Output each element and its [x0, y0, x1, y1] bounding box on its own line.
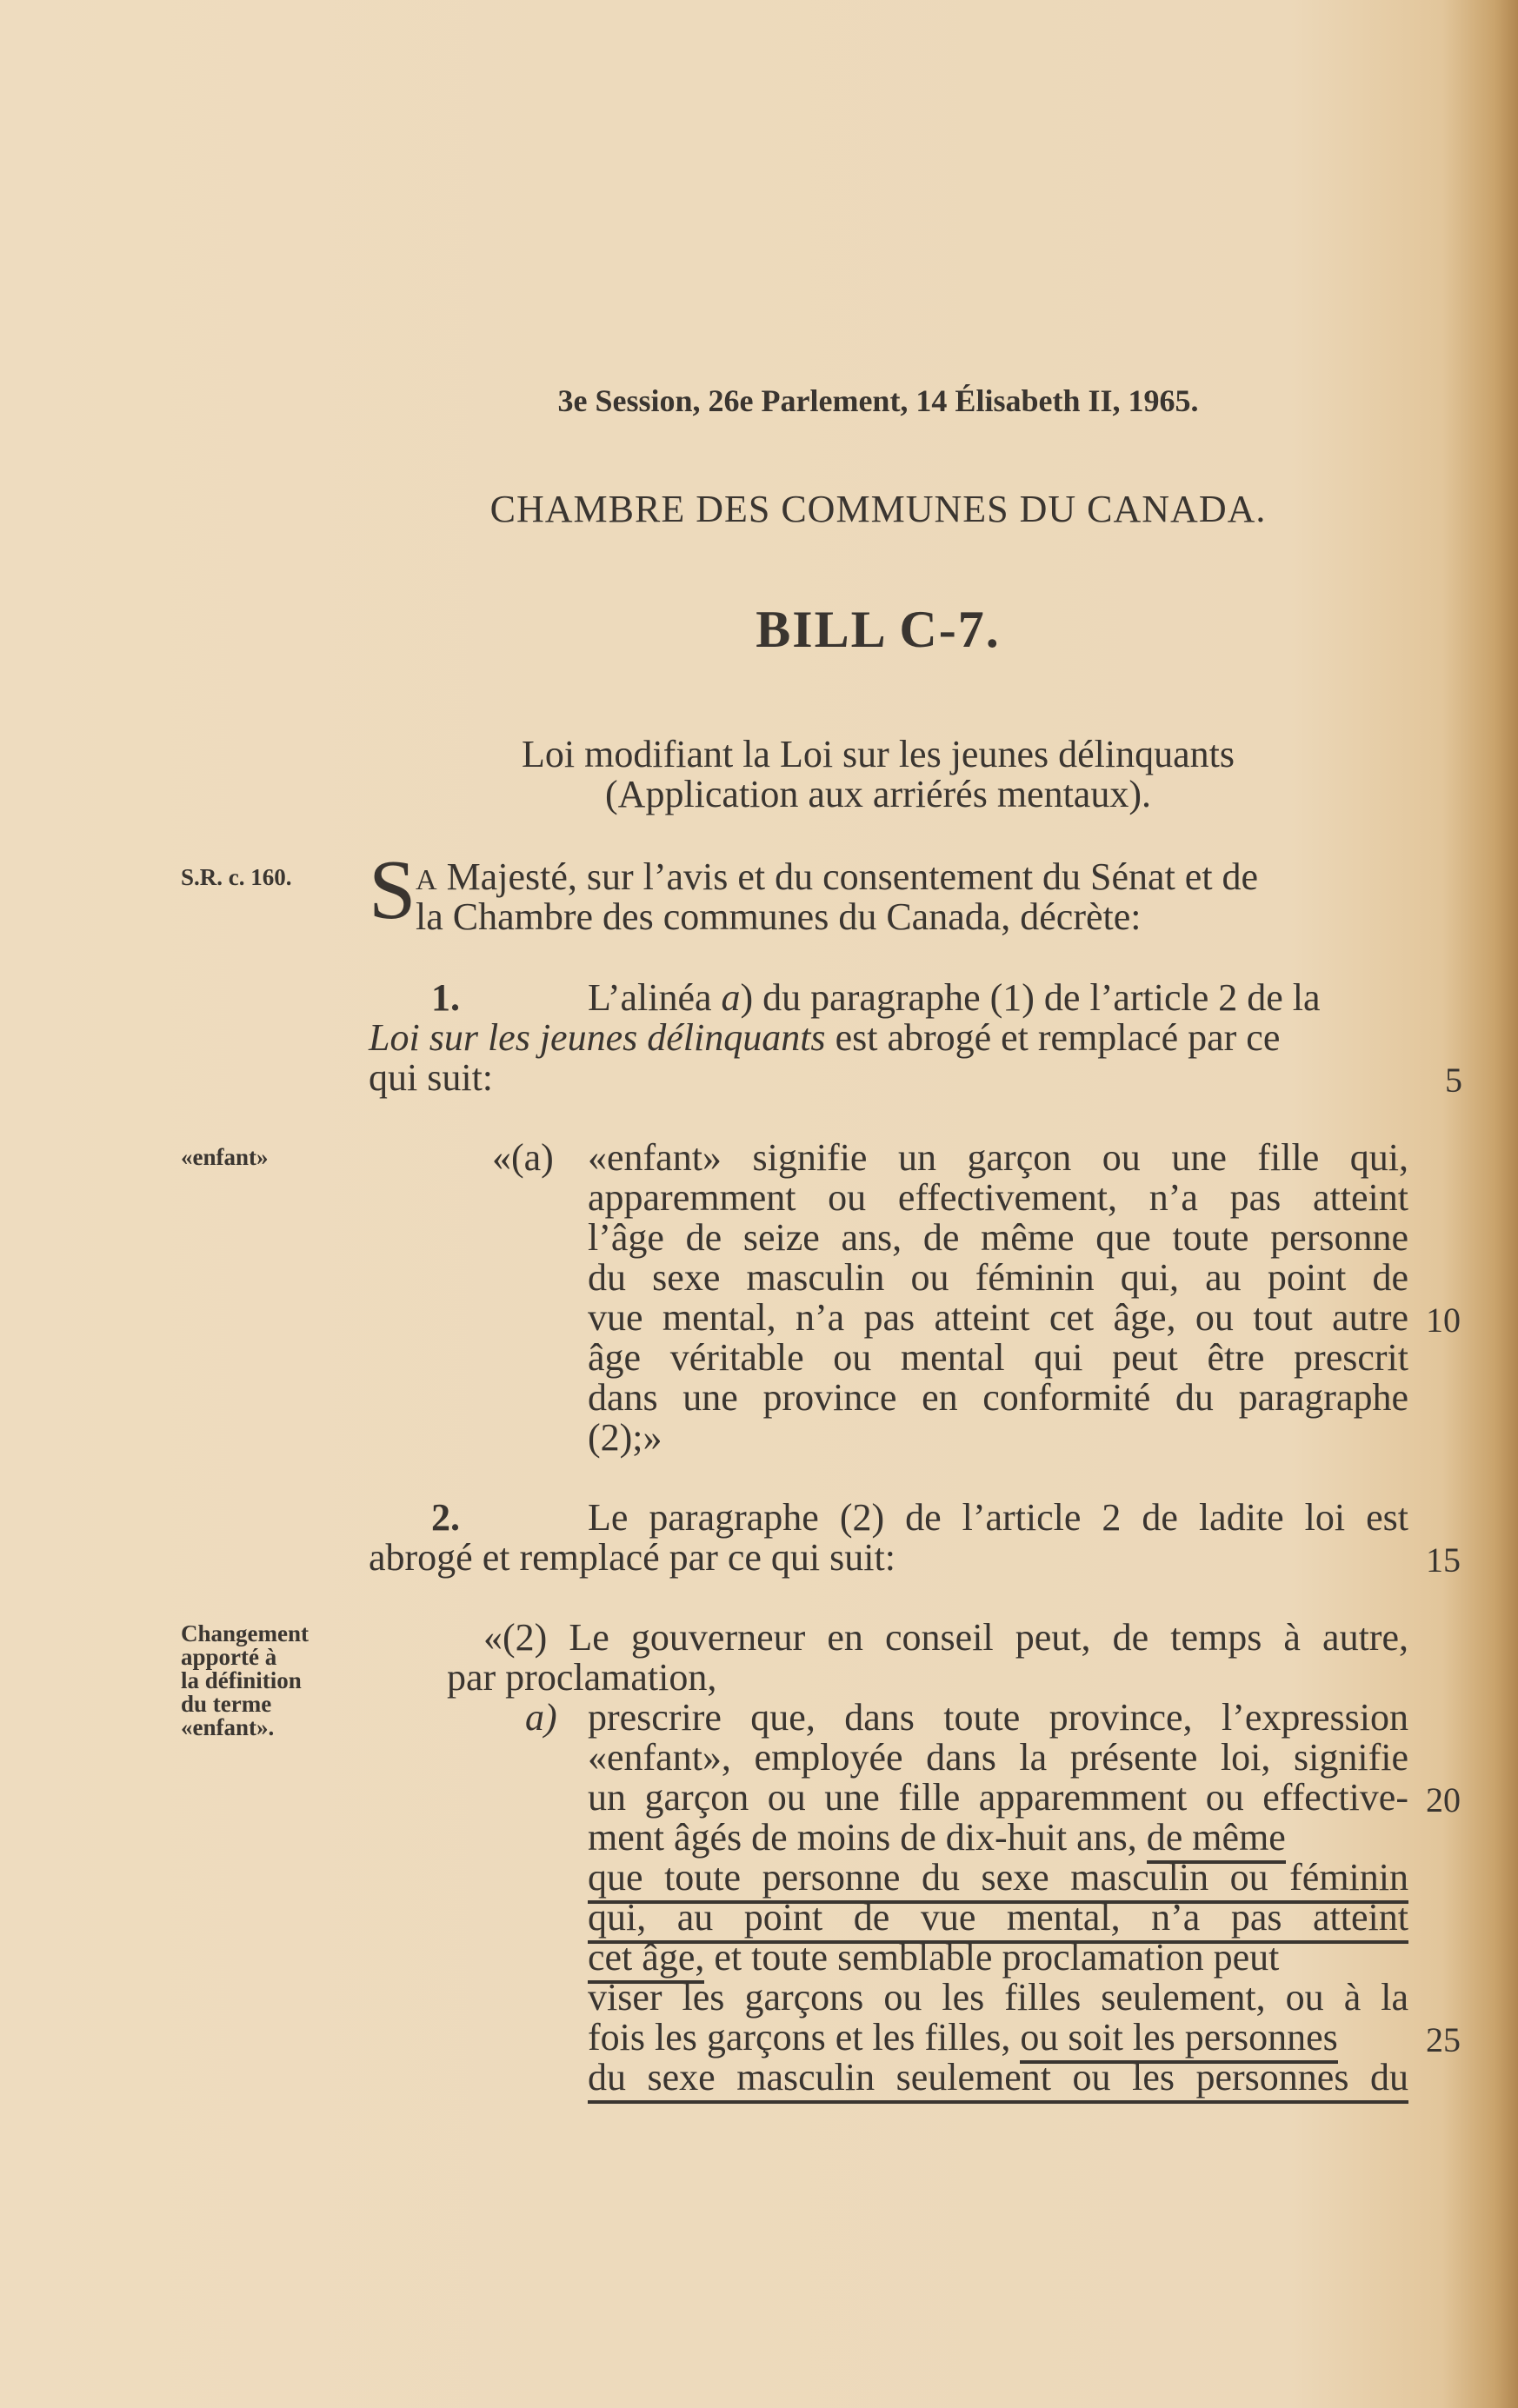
clause-a-label: a) [525, 1696, 557, 1739]
chamber-heading: CHAMBRE DES COMMUNES DU CANADA. [489, 488, 1267, 530]
clause-a-line: un garçon ou une fille apparemment ou effective- [588, 1776, 1408, 1819]
clause-a-line [588, 1898, 1408, 1938]
section-2-line-2: abrogé et remplacé par ce qui suit: [369, 1536, 895, 1579]
clause-a-line [588, 1818, 1408, 1858]
clause-a-line [588, 2018, 1408, 2058]
margin-note-change-line: Changement [181, 1620, 309, 1646]
margin-note-change-line: du terme [181, 1691, 272, 1717]
amendment-underline: du sexe masculin seulement ou les personnes du [588, 2056, 1408, 2104]
margin-note-enfant: «enfant» [181, 1144, 269, 1170]
para-a-label: «(a) [492, 1136, 554, 1179]
section-1-number: 1. [431, 976, 460, 1019]
para-a-line: apparemment ou effectivement, n’a pas atteint [588, 1176, 1408, 1219]
session-line: 3e Session, 26e Parlement, 14 Élisabeth II, 1965. [557, 383, 1199, 418]
clause-a-line-4-text: ment âgés de moins de dix-huit ans, [588, 1816, 1147, 1859]
clause-a-line: «enfant», employée dans la présente loi, signifie [588, 1736, 1408, 1779]
margin-note-change-line: apporté à [181, 1644, 277, 1670]
subsection-2-line-2: par proclamation, [447, 1656, 717, 1699]
line-number: 25 [1426, 2020, 1461, 2059]
clause-a-line: viser les garçons ou les filles seulement, ou à la [588, 1976, 1408, 2019]
margin-note-change-line: «enfant». [181, 1714, 275, 1740]
para-a-line: âge véritable ou mental qui peut être prescrit [588, 1336, 1408, 1379]
s1-l1-b: ) du paragraphe (1) de l’article 2 de la [740, 976, 1321, 1019]
clause-a-line-7-text: et toute semblable proclamation peut [704, 1936, 1280, 1979]
para-a-line: «enfant» signifie un garçon ou une fille qui, [588, 1136, 1408, 1179]
bill-title-line-2: (Application aux arriérés mentaux). [605, 773, 1151, 815]
section-1-line-3: qui suit: [369, 1056, 494, 1099]
para-a-line: du sexe masculin ou féminin qui, au point de [588, 1256, 1408, 1299]
clause-a-line [588, 2058, 1408, 2098]
para-a-line: l’âge de seize ans, de même que toute personne [588, 1216, 1408, 1259]
clause-a-line [588, 1858, 1408, 1898]
line-number: 5 [1445, 1061, 1462, 1100]
para-a-line: vue mental, n’a pas atteint cet âge, ou tout autre [588, 1296, 1408, 1339]
bill-title [0, 735, 1518, 815]
amendment-underline: cet âge, [588, 1936, 704, 1984]
margin-note-change-line: la définition [181, 1667, 302, 1693]
amendment-underline: que toute personne du sexe masculin ou féminin [588, 1856, 1408, 1904]
amendment-underline: qui, au point de vue mental, n’a pas atteint [588, 1896, 1408, 1944]
section-1-line-1 [588, 978, 1321, 1018]
bill-number: BILL C-7. [756, 601, 1001, 658]
preamble-line-1 [416, 857, 1258, 901]
clause-a-line-9-text: fois les garçons et les filles, [588, 2016, 1021, 2059]
line-number: 10 [1426, 1300, 1461, 1340]
section-2-line-1: Le paragraphe (2) de l’article 2 de ladite loi est [588, 1496, 1408, 1539]
s1-l1-a: L’alinéa [588, 976, 722, 1019]
preamble-smallcap: A [416, 864, 437, 896]
preamble-line-2: la Chambre des communes du Canada, décrète: [416, 895, 1142, 938]
para-a-line: dans une province en conformité du paragraphe [588, 1376, 1408, 1419]
margin-note-change [181, 1622, 309, 1739]
amendment-underline: ou soit les personnes [1020, 2016, 1337, 2064]
clause-a-line [588, 1938, 1408, 1978]
preamble-line-1-text: Majesté, sur l’avis et du consentement du Sénat et de [436, 855, 1259, 898]
amendment-underline: de même [1147, 1816, 1286, 1864]
s1-l2-it: Loi sur les jeunes délinquants [369, 1016, 826, 1059]
clause-a-line: prescrire que, dans toute province, l’expression [588, 1696, 1408, 1739]
s1-l1-it: a [721, 976, 741, 1019]
para-a-line: (2);» [588, 1416, 662, 1459]
margin-note-statute: S.R. c. 160. [181, 864, 292, 890]
subsection-2-line-1: «(2) Le gouverneur en conseil peut, de temps à autre, [483, 1616, 1408, 1659]
section-1-line-2 [369, 1018, 1280, 1058]
drop-cap: S [369, 843, 416, 937]
line-number: 15 [1426, 1540, 1461, 1580]
line-number: 20 [1426, 1780, 1461, 1819]
section-2-number: 2. [431, 1496, 460, 1539]
s1-l2-b: est abrogé et remplacé par ce [825, 1016, 1281, 1059]
bill-title-line-1: Loi modifiant la Loi sur les jeunes délinquants [522, 733, 1235, 775]
